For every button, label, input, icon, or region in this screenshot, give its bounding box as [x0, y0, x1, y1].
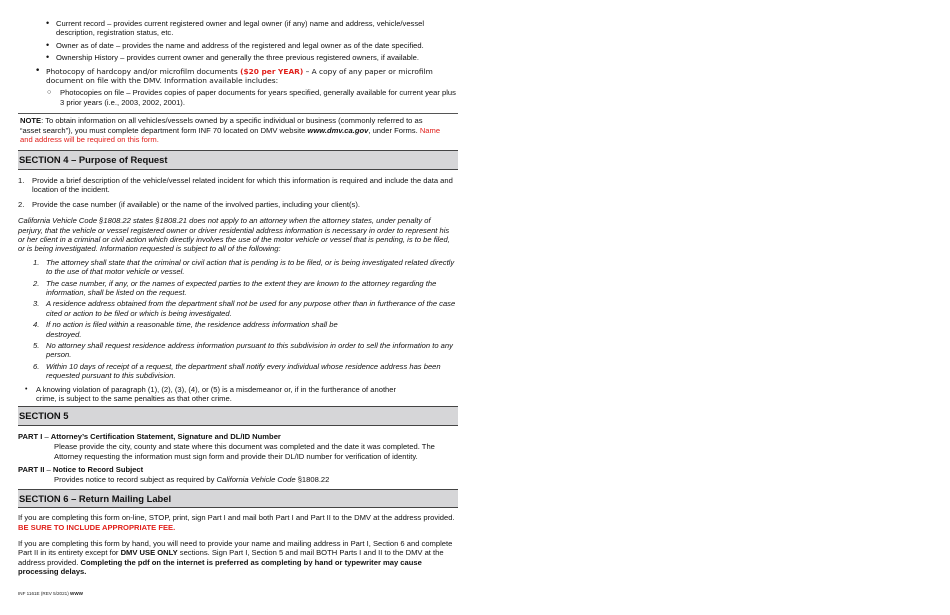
- violation-bullet: [18, 385, 458, 404]
- bullet-dot: •: [25, 385, 28, 393]
- bullet-dot: •: [46, 52, 50, 63]
- bullet-ownership-history: [18, 53, 458, 62]
- dmv-website-link[interactable]: www.dmv.ca.gov: [307, 125, 369, 135]
- current-record-text: Current record – provides current registered owner and legal owner (if any) name and address, vehicle/vessel description, registration status, etc.: [56, 19, 425, 38]
- item-number: 3.: [33, 299, 40, 309]
- ownership-history-text: Ownership History – provides current owner and generally the three previous registered owners, if available.: [56, 53, 419, 63]
- section-6-para-1-text: If you are completing this form on-line, STOP, print, sign Part I and mail both Part I and Part II to the DMV at the address provided.: [18, 513, 455, 523]
- section-6-paragraph-2: [18, 539, 458, 577]
- content-column: [18, 14, 458, 577]
- bullet-photocopy: [18, 67, 458, 86]
- item-number: 1.: [33, 257, 40, 267]
- item-number: 5.: [33, 340, 40, 350]
- sub-item-photocopies-on-file: [18, 88, 458, 107]
- item-text: Provide the case number (if available) or the name of the involved parties, including your client(s).: [32, 199, 360, 209]
- bullet-dot: •: [35, 65, 41, 76]
- part-2-text-2: §1808.22: [295, 475, 330, 485]
- section-6-paragraph-1: [18, 513, 458, 532]
- circle-bullet-icon: ○: [47, 89, 52, 97]
- item-text: Provide a brief description of the vehicle/vessel related incident for which this information is required and include the data and location of the incident.: [32, 175, 453, 195]
- cvc-item-5: [18, 341, 458, 360]
- cvc-item-4: [18, 320, 458, 339]
- owner-as-of-date-text: Owner as of date – provides the name and address of the registered and legal owner as of the date specified.: [56, 40, 424, 50]
- note-text-1: : To obtain information on all vehicles/vessels owned by a specific individual or business (commonly referred to as “asset search”), you must complete department form INF 70 located on DMV website: [20, 116, 423, 135]
- item-text: No attorney shall request residence address information pursuant to this subdivision in order to sell the information to any person.: [46, 340, 453, 360]
- bullet-dot: •: [46, 39, 50, 50]
- cvc-item-3: [18, 299, 458, 318]
- part-2-text: [18, 475, 458, 484]
- bullet-current-record: [18, 19, 458, 38]
- item-text: The case number, if any, or the names of expected parties to the extent they are known to the attorney regarding the information, shall be listed on the request.: [46, 278, 437, 297]
- part-2-label: PART II: [18, 465, 45, 475]
- bullet-owner-as-of-date: [18, 41, 458, 50]
- section-4-item-1: [18, 176, 458, 195]
- item-text: The attorney shall state that the criminal or civil action that is pending is to be filed, or is being investigated related directly to the use of that motor vehicle or vessel.: [46, 257, 455, 277]
- item-text: Within 10 days of receipt of a request, the department shall notify every individual whose residence address has been requested pursuant to this subdivision.: [46, 361, 441, 381]
- section-5-heading: SECTION 5: [18, 406, 458, 425]
- item-number: 2.: [18, 199, 25, 209]
- form-footer: [18, 591, 83, 596]
- section-6-heading: SECTION 6 – Return Mailing Label: [18, 489, 458, 508]
- bullet-dot: •: [46, 18, 50, 28]
- item-number: 2.: [33, 278, 40, 288]
- item-number: 4.: [33, 320, 40, 330]
- part-1-title: Attorney’s Certification Statement, Signature and DL/ID Number: [50, 431, 281, 441]
- note-red-text: Name and address will be required on this form.: [20, 125, 441, 145]
- note-label: NOTE: [20, 116, 42, 126]
- photocopy-lead: Photocopy of hardcopy and/or microfilm documents: [46, 66, 238, 76]
- note-paragraph: [18, 116, 458, 144]
- footer-tag: WWW: [70, 591, 84, 596]
- cvc-intro-paragraph: California Vehicle Code §1808.22 states §1808.21 does not apply to an attorney when the attorney states, under penalty of perjury, that the vehicle or vessel registered owner or driver residential address information is necessary in order to represent his or her client in a criminal or civil action which directly involves the use of the motor vehicle or vessel that is pending, is to be filed, or is being investigated. Information requested is subject to all of the following:: [18, 216, 450, 254]
- cvc-item-2: [18, 279, 458, 298]
- fee-warning: BE SURE TO INCLUDE APPROPRIATE FEE.: [18, 522, 176, 532]
- section-6-para-2-text-1: If you are completing this form by hand, you will need to provide your name and mailing address in Part I, Section 6 and complete Part II in its entirety except for: [18, 539, 453, 558]
- section-4-heading: SECTION 4 – Purpose of Request: [18, 150, 458, 169]
- pdf-preferred-note: Completing the pdf on the internet is preferred as completing by hand or typewriter may cause processing delays.: [18, 557, 422, 577]
- photocopy-desc: – A copy of any paper or microfilm document on file with the DMV. Information available includes:: [46, 66, 433, 86]
- section-4-item-2: [18, 200, 458, 209]
- item-number: 1.: [18, 175, 25, 185]
- part-2-cvc: California Vehicle Code: [216, 475, 296, 485]
- cvc-item-1: [18, 258, 458, 277]
- section-6-para-2-text-2: sections. Sign Part I, Section 5 and mail BOTH Parts I and II to the DMV at the address provided.: [18, 548, 444, 567]
- part-2-title: Notice to Record Subject: [52, 465, 144, 475]
- part-1-heading: PART I – Attorney’s Certification Statement, Signature and DL/ID Number: [18, 431, 281, 441]
- item-text: If no action is filed within a reasonable time, the residence address information shall be destroyed.: [46, 320, 338, 339]
- part-1-label: PART I: [18, 431, 43, 441]
- part-2-heading: PART II – Notice to Record Subject: [18, 465, 144, 475]
- note-text-2: , under Forms.: [368, 125, 420, 135]
- photocopies-on-file-text: Photocopies on file – Provides copies of paper documents for years specified, generally available for current year plus 3 prior years (i.e., 2003, 2002, 2001).: [60, 88, 456, 107]
- item-text: A residence address obtained from the department shall not be used for any purpose other than in furtherance of the case cited or action to be filed or which is being investigated.: [46, 299, 456, 318]
- item-number: 6.: [33, 361, 40, 371]
- violation-text: A knowing violation of paragraph (1), (2), (3), (4), or (5) is a misdemeanor or, if in the furtherance of another crime, is subject to the same penalties as that other crime.: [36, 384, 397, 403]
- part-1-text: Please provide the city, county and state where this document was completed and the date it was completed. The Attorney requesting the information must sign form and provide their DL/ID number for verification of identity.: [54, 442, 435, 461]
- part-2-text-1: Provides notice to record subject as required by: [54, 475, 217, 485]
- divider: [18, 113, 458, 114]
- dmv-use-only: DMV USE ONLY: [120, 548, 178, 558]
- form-id: INF 1161E (REV 5/2021): [18, 591, 69, 596]
- cvc-item-6: [18, 362, 458, 381]
- photocopy-fee: ($20 per YEAR): [240, 66, 304, 76]
